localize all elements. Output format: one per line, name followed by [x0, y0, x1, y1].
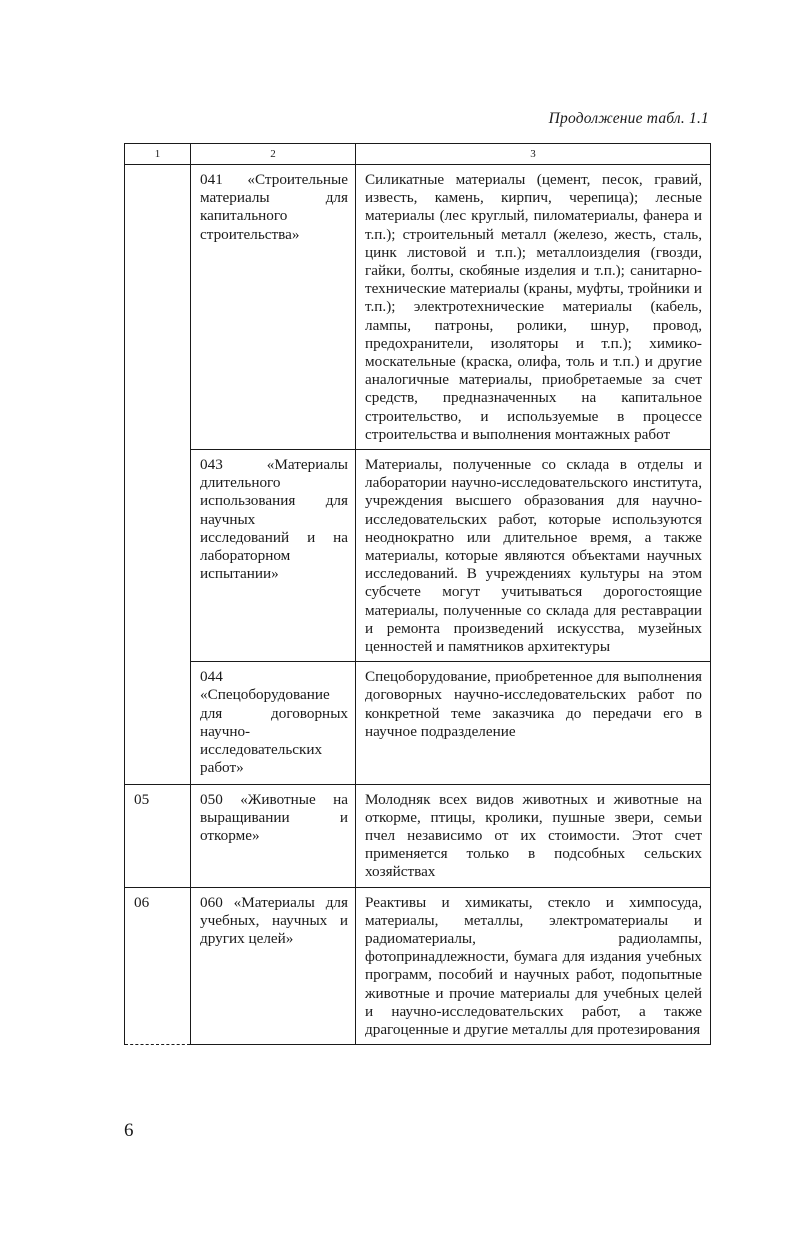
- materials-table: [124, 143, 711, 1045]
- subaccount-name: 050 «Животные на выращивании и откорме»: [191, 784, 356, 887]
- table-row: [125, 450, 711, 662]
- subaccount-name: 043 «Материалы длительного использования для научных исследований и на лабораторном испытании»: [191, 450, 356, 662]
- account-code: [125, 662, 191, 784]
- subaccount-description: Молодняк всех видов животных и животные на откорме, птицы, кролики, пушные звери, семьи пчел независимо от их стоимости. Этот счет применяется только в подсобных сельских хозяйствах: [356, 784, 711, 887]
- column-header-1: 1: [125, 144, 191, 165]
- subaccount-description: Силикатные материалы (цемент, песок, гравий, известь, камень, кирпич, черепица); лесные материалы (лес круглый, пиломатериалы, фанера и т.п.); строительный металл (железо, жесть, сталь, цинк листовой и т.п.); металлоизделия (гвозди, гайки, болты, скобяные изделия и т.п.); санитарно-технические материалы (краны, муфты, тройники и т.п.); электротехнические материалы (кабель, лампы, патроны, ролики, шнур, провод, предохранители, изоляторы и т.п.); химико-москательные (краска, олифа, толь и т.п.) и другие аналогичные материалы, приобретаемые за счет средств, предназначенных на капитальное строительство, и используемые в процессе строительства и выполнения монтажных работ: [356, 165, 711, 450]
- subaccount-name: 044 «Спецоборудование для договорных научно-исследовательских работ»: [191, 662, 356, 784]
- page-number: 6: [124, 1120, 134, 1141]
- column-header-2: 2: [191, 144, 356, 165]
- subaccount-name: 041 «Строительные материалы для капитального строительства»: [191, 165, 356, 450]
- account-code: [125, 450, 191, 662]
- table-row: [125, 784, 711, 887]
- subaccount-description: Реактивы и химикаты, стекло и химпосуда, материалы, металлы, электроматериалы и радиоматериалы, радиолампы, фотопринадлежности, бумага для издания учебных программ, пособий и научных работ, подопытные животные и прочие материалы для учебных целей и научно-исследовательских работ, а также драгоценные и другие металлы для протезирования: [356, 887, 711, 1045]
- table-row: [125, 662, 711, 784]
- subaccount-description: Спецоборудование, приобретенное для выполнения договорных научно-исследовательских работ по конкретной теме заказчика до передачи его в научное подразделение: [356, 662, 711, 784]
- column-header-3: 3: [356, 144, 711, 165]
- account-code: 05: [125, 784, 191, 887]
- table-row: [125, 887, 711, 1045]
- account-code: [125, 165, 191, 450]
- table-caption: Продолжение табл. 1.1: [548, 110, 709, 127]
- table-row: [125, 165, 711, 450]
- table-header-row: [125, 144, 711, 165]
- subaccount-description: Материалы, полученные со склада в отделы и лаборатории научно-исследовательского института, учреждения высшего образования для научно-исследовательских работ, которые используются неоднократно или длительное время, а также материалы, которые являются объектами научных исследований. В учреждениях культуры на этом субсчете могут учитываться дорогостоящие материалы, полученные со склада для реставрации и ремонта произведений искусства, музейных ценностей и памятников архитектуры: [356, 450, 711, 662]
- account-code: 06: [125, 887, 191, 1045]
- subaccount-name: 060 «Материалы для учебных, научных и других целей»: [191, 887, 356, 1045]
